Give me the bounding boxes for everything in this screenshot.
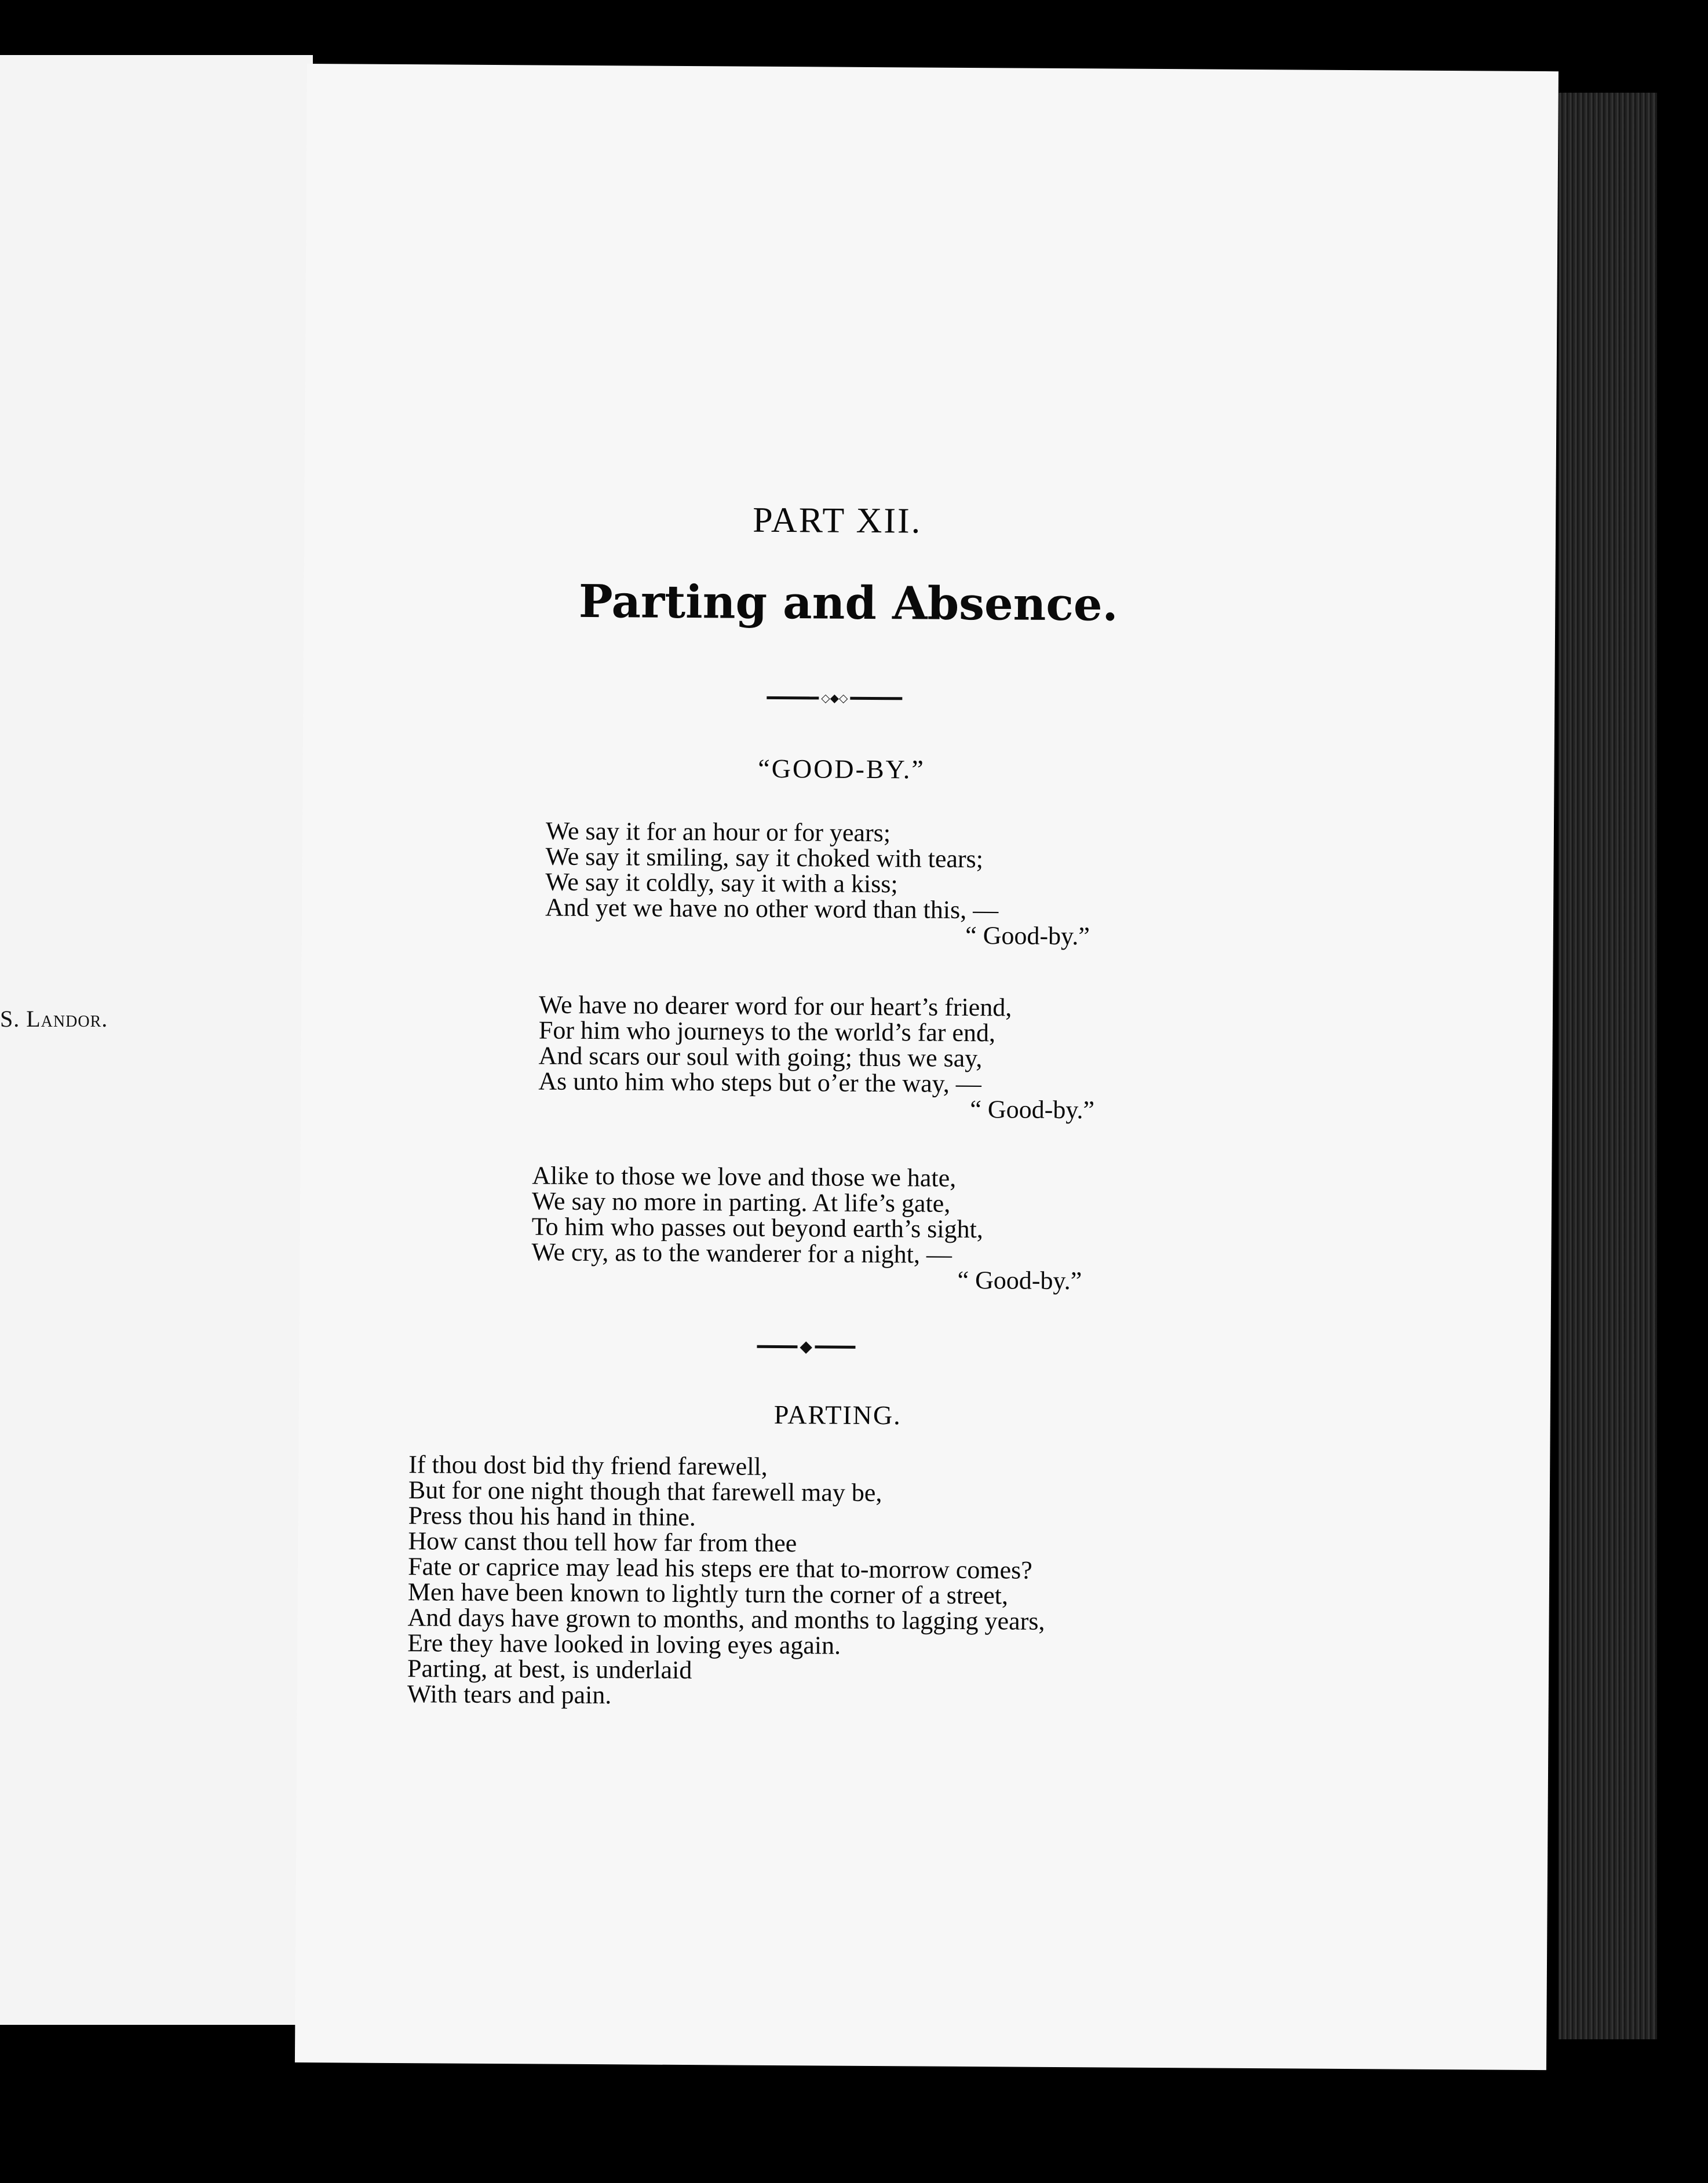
- poem-line: How canst thou tell how far from thee: [408, 1527, 797, 1558]
- poem-line: We have no dearer word for our heart’s friend,: [538, 990, 1012, 1022]
- poem-line: Parting, at best, is underlaid: [407, 1654, 692, 1685]
- left-facing-page: [0, 55, 313, 2025]
- page-text: [307, 64, 1559, 1710]
- stanza: [531, 1163, 1082, 1294]
- poem-line: And yet we have no other word than this, —: [545, 893, 999, 925]
- poem-line: And days have grown to months, and months to lagging years,: [407, 1603, 1045, 1636]
- poem-line: If thou dost bid thy friend farewell,: [408, 1450, 768, 1481]
- poem-line: Fate or caprice may lead his steps ere that to-morrow comes?: [408, 1552, 1032, 1585]
- part-number: PART XII.: [752, 500, 922, 541]
- refrain: “ Good-by.”: [965, 921, 1090, 951]
- poem-line: Ere they have looked in loving eyes again.: [407, 1629, 841, 1660]
- poem-line: To him who passes out beyond earth’s sight,: [531, 1212, 983, 1244]
- poem-line: But for one night though that farewell may be,: [408, 1476, 882, 1507]
- poem-line: Press thou his hand in thine.: [408, 1501, 696, 1532]
- stanza: [407, 1452, 1162, 1711]
- section-title: Parting and Absence.: [578, 575, 1118, 631]
- book-edge: [1559, 93, 1657, 2039]
- poem-title: “GOOD-BY.”: [758, 753, 925, 784]
- stanza: [545, 816, 1090, 951]
- refrain: “ Good-by.”: [970, 1095, 1095, 1125]
- stanza: [538, 992, 1095, 1123]
- attribution: S. Landor.: [0, 1006, 108, 1032]
- poem-line: And scars our soul with going; thus we say,: [538, 1041, 983, 1073]
- poem-line: We say no more in parting. At life’s gate,: [531, 1187, 951, 1218]
- poem-title: PARTING.: [773, 1399, 902, 1430]
- poem-line: With tears and pain.: [407, 1680, 612, 1710]
- right-page: [295, 64, 1559, 2070]
- poem-line: We cry, as to the wanderer for a night, —: [531, 1237, 952, 1269]
- poem-line: We say it smiling, say it choked with tears;: [545, 842, 984, 874]
- poem-line: We say it for an hour or for years;: [545, 816, 891, 848]
- ornament-divider: ◇◆◇: [767, 695, 902, 700]
- refrain: “ Good-by.”: [957, 1265, 1082, 1295]
- poem-line: Alike to those we love and those we hate,: [532, 1161, 957, 1192]
- poem-line: As unto him who steps but o’er the way, —: [538, 1067, 982, 1098]
- poem-line: Men have been known to lightly turn the corner of a street,: [407, 1578, 1009, 1610]
- ornament-divider: ◆: [757, 1344, 855, 1349]
- poem-line: For him who journeys to the world’s far end,: [538, 1016, 996, 1047]
- poem-line: We say it coldly, say it with a kiss;: [545, 867, 898, 899]
